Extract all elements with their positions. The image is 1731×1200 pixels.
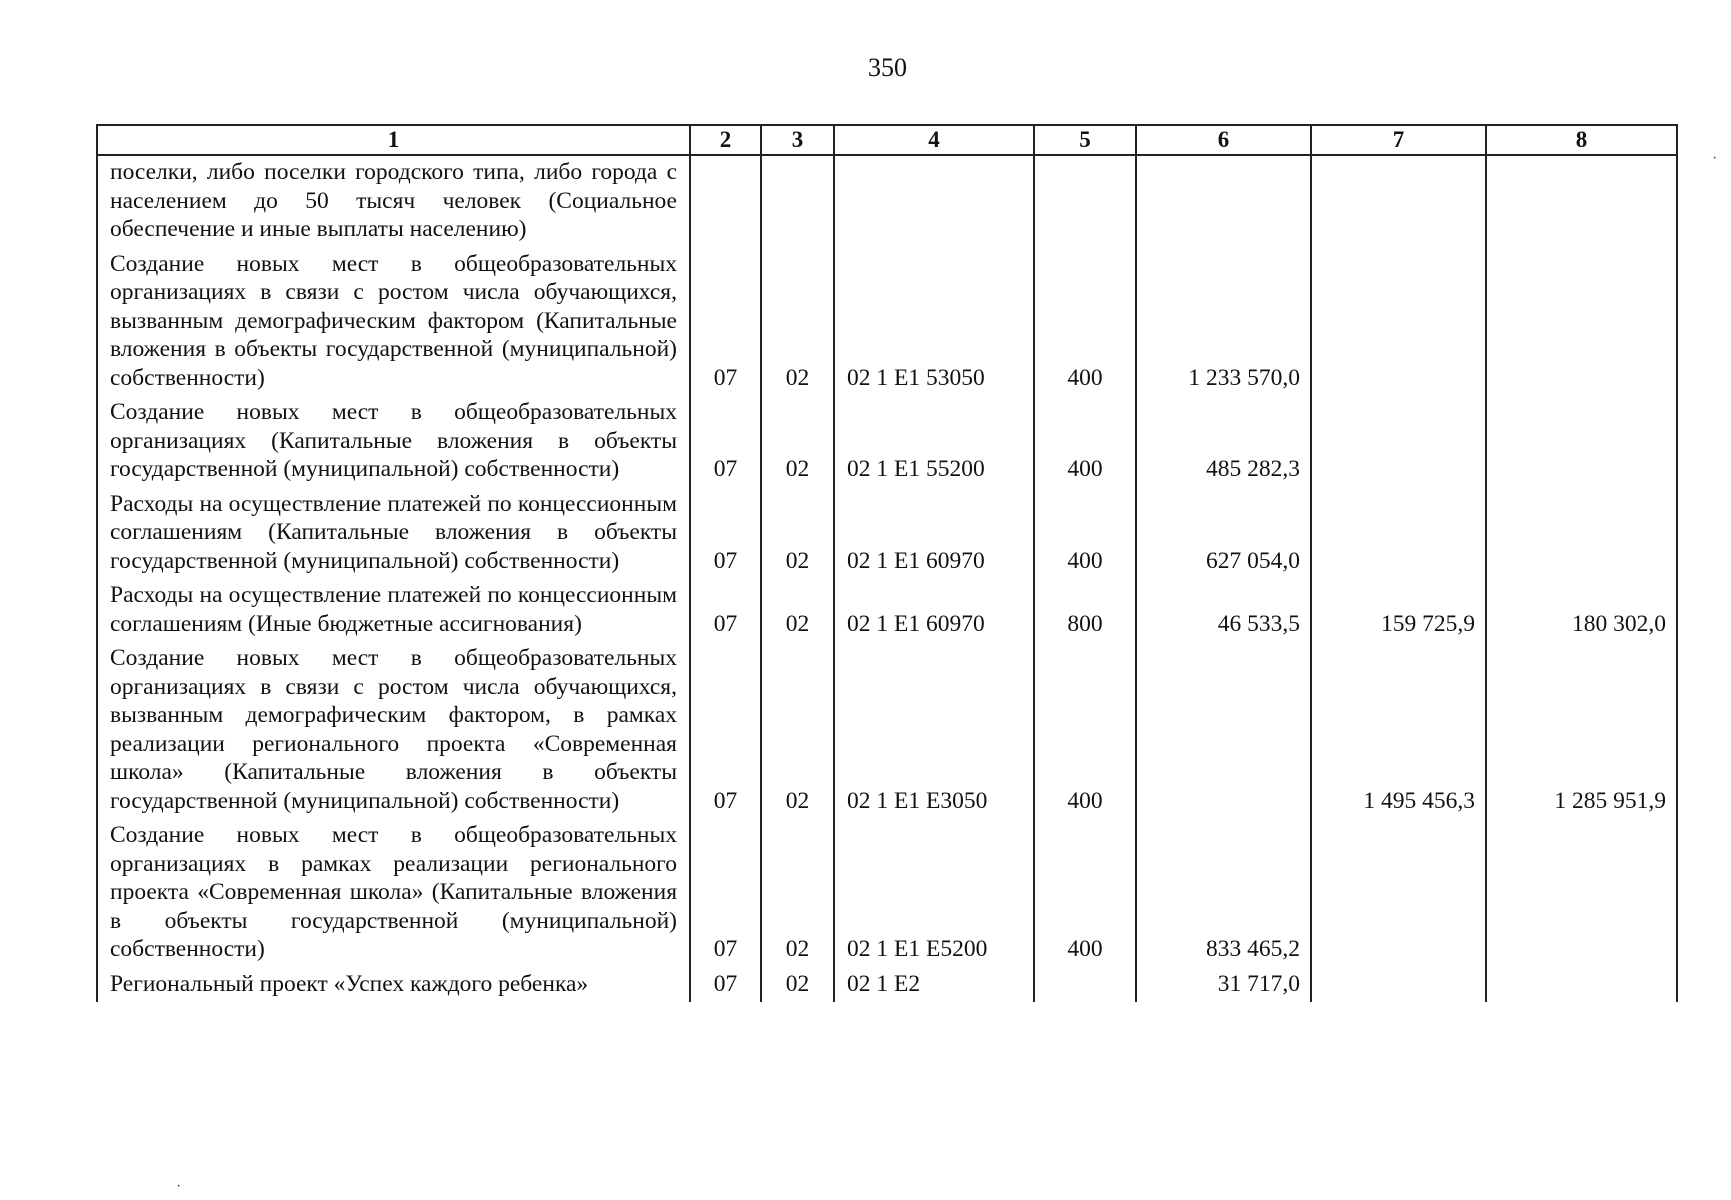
- row-section: 07: [690, 968, 761, 1003]
- row-subsection: 02: [761, 968, 834, 1003]
- row-amount-2: [1311, 488, 1486, 580]
- row-subsection: 02: [761, 579, 834, 642]
- row-subsection: 02: [761, 819, 834, 968]
- row-section: 07: [690, 396, 761, 488]
- header-col-4: 4: [834, 125, 1034, 155]
- table-row: [97, 155, 1677, 248]
- row-amount-1: 1 233 570,0: [1136, 248, 1311, 397]
- header-col-6: 6: [1136, 125, 1311, 155]
- row-amount-1: 833 465,2: [1136, 819, 1311, 968]
- row-expense-type: [1034, 968, 1136, 1003]
- row-amount-3: [1486, 396, 1677, 488]
- header-col-8: 8: [1486, 125, 1677, 155]
- row-amount-2: 159 725,9: [1311, 579, 1486, 642]
- row-expense-type: 400: [1034, 819, 1136, 968]
- row-amount-1: [1136, 155, 1311, 248]
- header-col-1: 1: [97, 125, 690, 155]
- row-amount-1: [1136, 642, 1311, 819]
- row-description: Региональный проект «Успех каждого ребенка»: [97, 968, 690, 1003]
- row-amount-2: 1 495 456,3: [1311, 642, 1486, 819]
- row-amount-1: 627 054,0: [1136, 488, 1311, 580]
- row-description: Расходы на осуществление платежей по концессионным соглашениям (Иные бюджетные ассигнования): [97, 579, 690, 642]
- budget-table-container: [96, 124, 1676, 1002]
- row-target-code: 02 1 E1 60970: [834, 579, 1034, 642]
- row-amount-3: [1486, 248, 1677, 397]
- row-amount-2: [1311, 248, 1486, 397]
- header-col-5: 5: [1034, 125, 1136, 155]
- header-col-2: 2: [690, 125, 761, 155]
- row-amount-1: 31 717,0: [1136, 968, 1311, 1003]
- row-section: 07: [690, 579, 761, 642]
- row-amount-3: [1486, 155, 1677, 248]
- row-expense-type: 800: [1034, 579, 1136, 642]
- row-description: Создание новых мест в общеобразовательных организациях (Капитальные вложения в объекты государственной (муниципальной) собственности): [97, 396, 690, 488]
- page-number: 350: [868, 53, 907, 82]
- row-section: 07: [690, 248, 761, 397]
- row-subsection: [761, 155, 834, 248]
- row-target-code: 02 1 E1 60970: [834, 488, 1034, 580]
- table-row: [97, 579, 1677, 642]
- row-expense-type: 400: [1034, 248, 1136, 397]
- header-col-7: 7: [1311, 125, 1486, 155]
- row-amount-3: 180 302,0: [1486, 579, 1677, 642]
- row-section: [690, 155, 761, 248]
- row-section: 07: [690, 488, 761, 580]
- row-target-code: 02 1 E1 E5200: [834, 819, 1034, 968]
- row-amount-3: [1486, 819, 1677, 968]
- row-amount-2: [1311, 396, 1486, 488]
- row-subsection: 02: [761, 248, 834, 397]
- row-subsection: 02: [761, 396, 834, 488]
- table-row: [97, 396, 1677, 488]
- row-expense-type: 400: [1034, 396, 1136, 488]
- row-target-code: [834, 155, 1034, 248]
- row-description: Создание новых мест в общеобразовательных организациях в рамках реализации регионального проекта «Современная школа» (Капитальные вложения в объекты государственной (муниципальной) собственности): [97, 819, 690, 968]
- row-target-code: 02 1 E2: [834, 968, 1034, 1003]
- scan-speck: ·: [1712, 150, 1718, 167]
- header-col-3: 3: [761, 125, 834, 155]
- row-amount-3: [1486, 968, 1677, 1003]
- row-expense-type: 400: [1034, 642, 1136, 819]
- table-row: [97, 488, 1677, 580]
- table-row: [97, 819, 1677, 968]
- row-description: Расходы на осуществление платежей по концессионным соглашениям (Капитальные вложения в объекты государственной (муниципальной) собственности): [97, 488, 690, 580]
- table-row: [97, 642, 1677, 819]
- budget-table: [96, 124, 1678, 1002]
- row-description: поселки, либо поселки городского типа, либо города с населением до 50 тысяч человек (Социальное обеспечение и иные выплаты населению): [97, 155, 690, 248]
- row-amount-3: 1 285 951,9: [1486, 642, 1677, 819]
- row-amount-1: 46 533,5: [1136, 579, 1311, 642]
- row-target-code: 02 1 E1 55200: [834, 396, 1034, 488]
- row-expense-type: 400: [1034, 488, 1136, 580]
- row-amount-2: [1311, 819, 1486, 968]
- row-section: 07: [690, 642, 761, 819]
- row-amount-1: 485 282,3: [1136, 396, 1311, 488]
- row-subsection: 02: [761, 488, 834, 580]
- table-row: [97, 248, 1677, 397]
- row-amount-3: [1486, 488, 1677, 580]
- row-description: Создание новых мест в общеобразовательных организациях в связи с ростом числа обучающихся, вызванным демографическим фактором (Капитальные вложения в объекты государственной (муниципальной) собственности): [97, 248, 690, 397]
- row-description: Создание новых мест в общеобразовательных организациях в связи с ростом числа обучающихся, вызванным демографическим фактором, в рамках реализации регионального проекта «Современная школа» (Капитальные вложения в объекты государственной (муниципальной) собственности): [97, 642, 690, 819]
- header-row: [97, 125, 1677, 155]
- scan-speck: ·: [176, 1178, 182, 1195]
- row-section: 07: [690, 819, 761, 968]
- table-row: [97, 968, 1677, 1003]
- row-expense-type: [1034, 155, 1136, 248]
- row-subsection: 02: [761, 642, 834, 819]
- row-amount-2: [1311, 155, 1486, 248]
- row-amount-2: [1311, 968, 1486, 1003]
- row-target-code: 02 1 E1 53050: [834, 248, 1034, 397]
- row-target-code: 02 1 E1 E3050: [834, 642, 1034, 819]
